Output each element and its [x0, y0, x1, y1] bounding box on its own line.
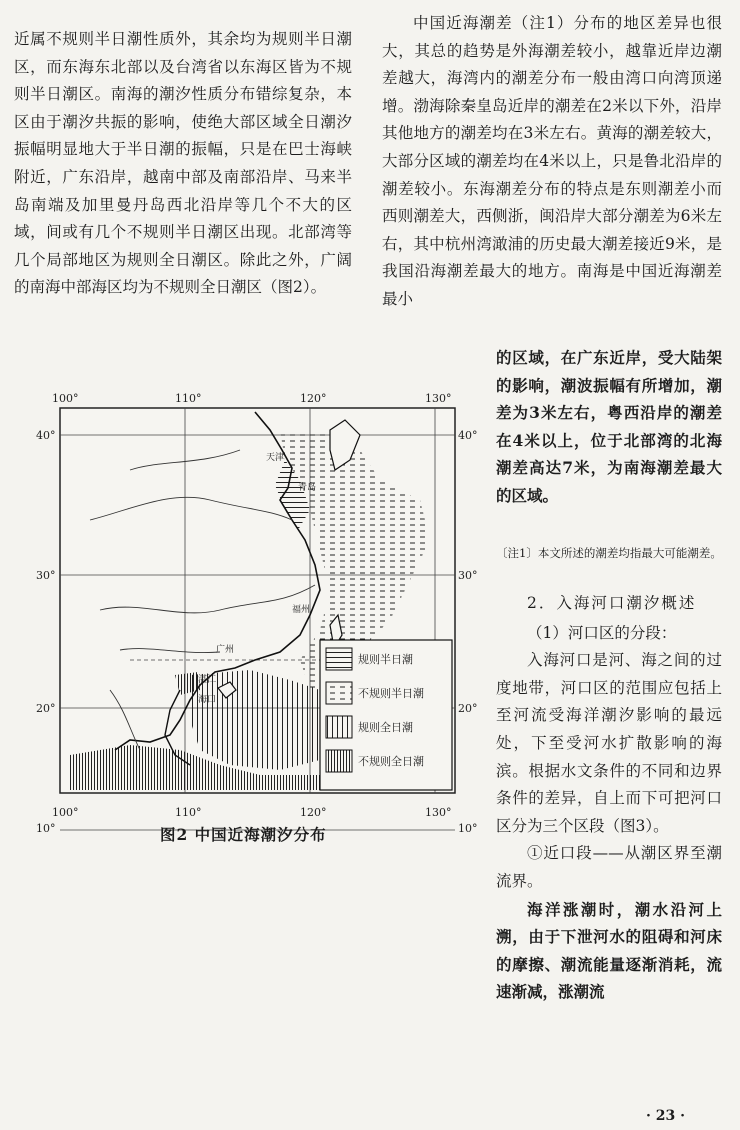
place-label: 广州: [216, 645, 235, 655]
longitude-label-top: 130°: [425, 392, 452, 405]
longitude-label-bottom: 110°: [175, 806, 202, 819]
latitude-labels-right: [458, 429, 478, 835]
legend-label: 规则半日潮: [358, 653, 413, 666]
longitude-labels-top: [52, 392, 452, 405]
legend-label: 不规则全日潮: [358, 755, 424, 768]
longitude-labels-bottom: [52, 806, 452, 819]
place-label: 福州: [292, 605, 311, 615]
page-number: · 23 ·: [646, 1108, 685, 1124]
legend-label: 不规则半日潮: [358, 687, 424, 700]
latitude-label-left: 20°: [36, 702, 56, 715]
latitude-labels-left: [36, 429, 56, 835]
tidal-range-continuation: 的区域，在广东近岸，受大陆架的影响，潮波振幅有所增加，潮差为3米左右，粤西沿岸的潮差在4米以上，位于北部湾的北海潮差高达7米，为南海潮差最大的区域。: [496, 348, 722, 505]
estuary-paragraph: 入海河口是河、海之间的过度地带，河口区的范围应包括上至河流受海洋潮汐影响的最远处，下至受河水扩散影响的海滨。根据水文条件的不同和边界条件的差异，自上而下可把河口区分为三个区段（图3）。: [496, 651, 722, 835]
footnote: [496, 543, 728, 564]
latitude-label-right: 10°: [458, 822, 478, 835]
longitude-label-top: 110°: [175, 392, 202, 405]
place-label: 海口: [198, 695, 217, 705]
legend-label: 规则全日潮: [358, 721, 413, 734]
longitude-label-top: 100°: [52, 392, 79, 405]
right-column-narrow: [496, 344, 722, 510]
latitude-label-right: 30°: [458, 569, 478, 582]
longitude-label-top: 120°: [300, 392, 327, 405]
left-paragraph: 近属不规则半日潮性质外，其余均为规则半日潮区，而东海东北部以及台湾省以东海区皆为不规则半日潮区。南海的潮汐性质分布错综复杂，本区由于潮汐共振的影响，使绝大部区域全日潮汐振幅明显地大于半日潮的振幅，只是在巴士海峡附近，广东沿岸，越南中部及南部沿岸、马来半岛南端及加里曼丹岛西北沿岸等几个不大的区域，间或有几个不规则半日潮区出现。北部湾等几个局部地区为规则全日潮区。除此之外，广阔的南海中部海区均为不规则全日潮区（图2）。: [14, 30, 352, 297]
flood-tide-paragraph: 海洋涨潮时，潮水沿河上溯，由于下泄河水的阻碍和河床的摩擦、潮流能量逐渐消耗，流速渐减，涨潮流: [496, 899, 722, 1002]
place-label: 青岛: [298, 483, 317, 493]
latitude-label-left: 30°: [36, 569, 56, 582]
left-column-text: [14, 26, 352, 302]
place-label: 湛江: [198, 675, 217, 685]
latitude-label-left: 10°: [36, 822, 56, 835]
near-estuary-paragraph: ①近口段——从潮区界至潮流界。: [496, 844, 722, 890]
footnote-text: 〔注1〕本文所述的潮差均指最大可能潮差。: [496, 546, 722, 560]
section-heading: 2．入海河口潮汐概述: [527, 594, 697, 612]
latitude-label-right: 40°: [458, 429, 478, 442]
latitude-label-left: 40°: [36, 429, 56, 442]
longitude-label-bottom: 130°: [425, 806, 452, 819]
tidal-range-paragraph: 中国近海潮差（注1）分布的地区差异也很大，其总的趋势是外海潮差较小，越靠近岸边潮差越大，海湾内的潮差分布一般由湾口向湾顶递增。渤海除秦皇岛近岸的潮差在2米以下外，沿岸其他地方的潮差均在3米左右。黄海的潮差较大，大部分区域的潮差均在4米以上，只是鲁北沿岸的潮差较小。东海潮差分布的特点是东则潮差小而西则潮差大，西侧浙，闽沿岸大部分潮差为6米左右，其中杭州湾澉浦的历史最大潮差接近9米，是我国沿海潮差最大的地方。南海是中国近海潮差最小: [382, 14, 722, 308]
longitude-label-bottom: 100°: [52, 806, 79, 819]
right-column-lower: [496, 590, 722, 1006]
map-legend: [320, 640, 452, 790]
place-label: 天津: [266, 453, 285, 463]
longitude-label-bottom: 120°: [300, 806, 327, 819]
figure-caption: 图2 中国近海潮汐分布: [160, 825, 327, 844]
right-column-top: [382, 10, 722, 314]
subheading: （1）河口区的分段：: [527, 623, 677, 642]
latitude-label-right: 20°: [458, 702, 478, 715]
